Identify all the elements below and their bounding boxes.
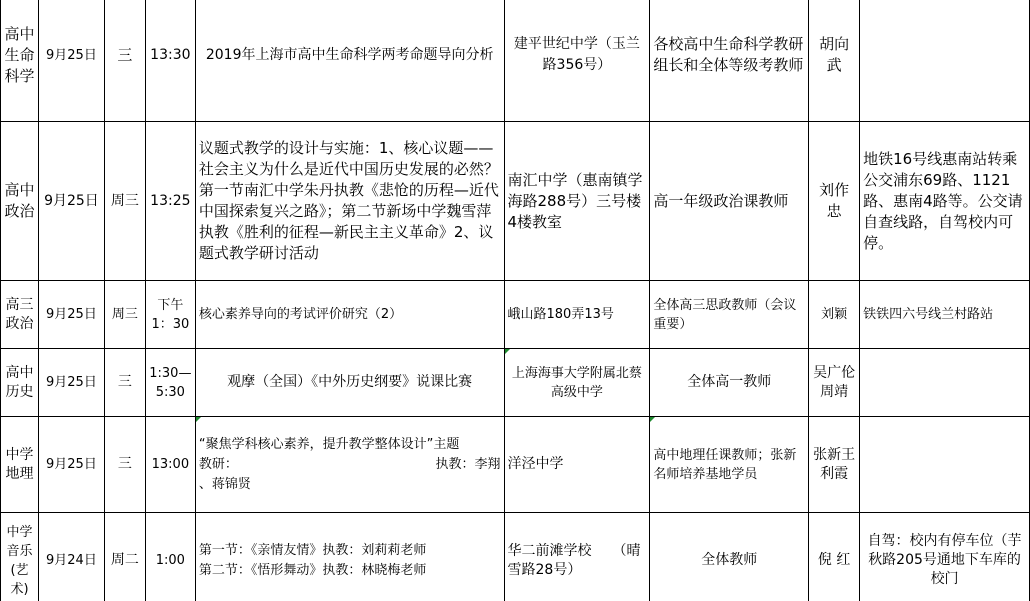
audience-cell: 全体高三思政教师（会议重要） xyxy=(650,281,809,349)
table-row xyxy=(1,349,1030,417)
date-cell: 9月25日 xyxy=(38,349,104,417)
note-cell xyxy=(860,0,1030,122)
topic-cell: 观摩（全国）《中外历史纲要》说课比赛 xyxy=(195,349,504,417)
time-cell: 13:00 xyxy=(145,417,195,513)
weekday-cell: 三 xyxy=(104,417,145,513)
table-row xyxy=(1,0,1030,122)
weekday-cell: 周三 xyxy=(104,122,145,281)
table-row xyxy=(1,513,1030,601)
weekday-cell: 周三 xyxy=(104,281,145,349)
subject-cell: 高中生命科学 xyxy=(1,0,39,122)
weekday-cell: 三 xyxy=(104,0,145,122)
topic-cell xyxy=(195,513,504,601)
topic-cell: 核心素养导向的考试评价研究（2） xyxy=(195,281,504,349)
topic-line xyxy=(199,455,501,475)
table-row xyxy=(1,122,1030,281)
topic-line: “聚焦学科核心素养，提升教学整体设计”主题 xyxy=(198,436,460,452)
topic-line: 第一节：《亲情友情》执教：刘莉莉老师 xyxy=(198,542,427,558)
date-cell: 9月25日 xyxy=(38,0,104,122)
location-cell: 建平世纪中学（玉兰路356号） xyxy=(504,0,650,122)
location-cell: 南汇中学（惠南镇学海路288号）三号楼4楼教室 xyxy=(504,122,650,281)
time-cell: 下午 1：30 xyxy=(145,281,195,349)
contact-cell: 刘颖 xyxy=(809,281,860,349)
note-cell: 铁铁四六号线兰村路站 xyxy=(860,281,1030,349)
location-cell: 峨山路180弄13号 xyxy=(504,281,650,349)
topic-cell: 议题式教学的设计与实施：1、核心议题——社会主义为什么是近代中国历史发展的必然？第一节南汇中学朱丹执教《悲怆的历程—近代中国探索复兴之路》；第二节新场中学魏雪萍执教《胜利的征程—新民主主义革命》2、议题式教学研讨活动 xyxy=(195,122,504,281)
date-cell: 9月25日 xyxy=(38,417,104,513)
date-cell: 9月24日 xyxy=(38,513,104,601)
subject-cell: 高三政治 xyxy=(1,281,39,349)
note-cell xyxy=(860,349,1030,417)
subject-cell: 中学音乐(艺术) xyxy=(1,513,39,601)
topic-line: 第二节：《悟形舞动》执教：林晓梅老师 xyxy=(198,562,427,578)
note-cell xyxy=(860,417,1030,513)
time-cell: 1:30—5:30 xyxy=(145,349,195,417)
time-cell: 1:00 xyxy=(145,513,195,601)
subject-cell: 高中历史 xyxy=(1,349,39,417)
table-row xyxy=(1,417,1030,513)
note-cell: 自驾：校内有停车位（芋秋路205号通地下车库的校门 xyxy=(860,513,1030,601)
date-cell: 9月25日 xyxy=(38,122,104,281)
topic-cell: 2019年上海市高中生命科学两考命题导向分析 xyxy=(195,0,504,122)
topic-line-right: 执教：李翔 xyxy=(435,456,501,472)
topic-line: 、蒋锦贤 xyxy=(198,476,251,492)
weekday-cell: 周二 xyxy=(104,513,145,601)
contact-cell: 倪 红 xyxy=(809,513,860,601)
topic-line-left: 教研： xyxy=(198,456,238,472)
contact-cell: 吴广伦周靖 xyxy=(809,349,860,417)
topic-cell xyxy=(195,417,504,513)
location-cell: 上海海事大学附属北蔡高级中学 xyxy=(504,349,650,417)
audience-cell: 高一年级政治课教师 xyxy=(650,122,809,281)
subject-cell: 高中政治 xyxy=(1,122,39,281)
location-cell: 洋泾中学 xyxy=(504,417,650,513)
location-cell: 华二前滩学校 （晴雪路28号） xyxy=(504,513,650,601)
table-row xyxy=(1,281,1030,349)
note-cell: 地铁16号线惠南站转乘公交浦东69路、1121路、惠南4路等。公交请自查线路，自驾校内可停。 xyxy=(860,122,1030,281)
audience-cell: 各校高中生命科学教研组长和全体等级考教师 xyxy=(650,0,809,122)
weekday-cell: 三 xyxy=(104,349,145,417)
audience-cell: 全体教师 xyxy=(650,513,809,601)
subject-cell: 中学地理 xyxy=(1,417,39,513)
contact-cell: 刘作忠 xyxy=(809,122,860,281)
audience-cell: 高中地理任课教师；张新名师培养基地学员 xyxy=(650,417,809,513)
time-cell: 13:25 xyxy=(145,122,195,281)
audience-cell: 全体高一教师 xyxy=(650,349,809,417)
contact-cell: 张新王利霞 xyxy=(809,417,860,513)
date-cell: 9月25日 xyxy=(38,281,104,349)
time-cell: 13:30 xyxy=(145,0,195,122)
contact-cell: 胡向武 xyxy=(809,0,860,122)
